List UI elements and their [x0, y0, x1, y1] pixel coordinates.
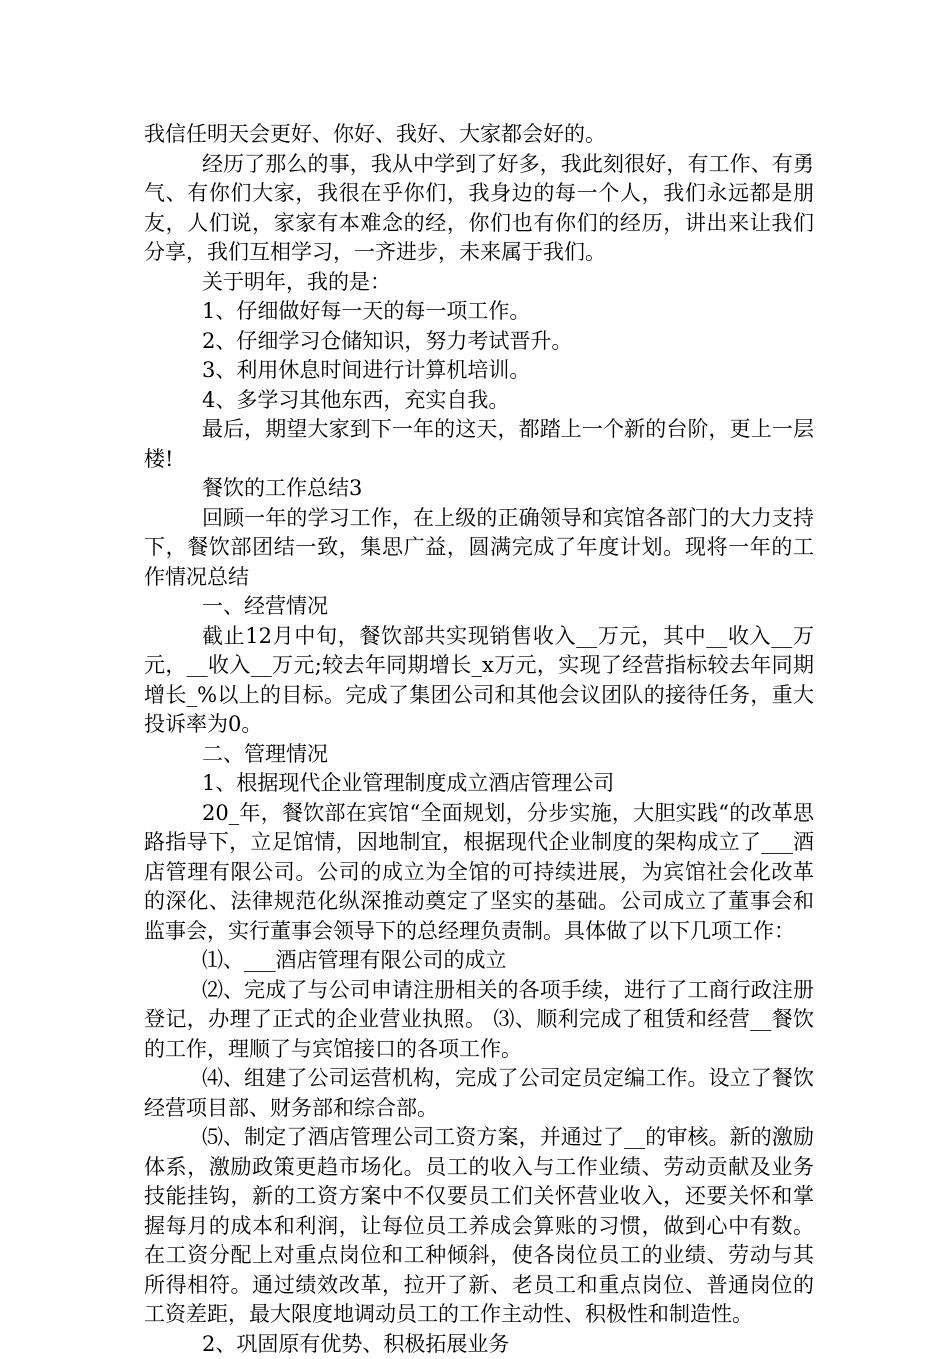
- list-item-work-5: ⑸、制定了酒店管理公司工资方案，并通过了__的审核。新的激励体系，激励政策更趋市场化。员工的收入与工作业绩、劳动贡献及业务技能挂钩，新的工资方案中不仅要员工们关怀营业收入，还要关怀和掌握每月的成本和利润，让每位员工养成会算账的习惯，做到心中有数。在工资分配上对重点岗位和工种倾斜，使各岗位员工的业绩、劳动与其所得相符。通过绩效改革，拉开了新、老员工和重点岗位、普通岗位的工资差距，最大限度地调动员工的工作主动性、积极性和制造性。: [144, 1123, 814, 1330]
- heading-management-situation: 二、管理情况: [144, 740, 814, 770]
- list-item-work-2-3: ⑵、完成了与公司申请注册相关的各项手续，进行了工商行政注册登记，办理了正式的企业营业执照。 ⑶、顺利完成了租赁和经营__餐饮的工作，理顺了与宾馆接口的各项工作。: [144, 976, 814, 1065]
- list-item-plan-3: 3、利用休息时间进行计算机培训。: [144, 356, 814, 386]
- paragraph-review: 回顾一年的学习工作，在上级的正确领导和宾馆各部门的大力支持下，餐饮部团结一致，集思广益，圆满完成了年度计划。现将一年的工作情况总结: [144, 504, 814, 593]
- heading-business-situation: 一、经营情况: [144, 592, 814, 622]
- list-item-work-4: ⑷、组建了公司运营机构，完成了公司定员定编工作。设立了餐饮经营项目部、财务部和综合部。: [144, 1064, 814, 1123]
- section-title-summary-3: 餐饮的工作总结3: [144, 474, 814, 504]
- list-item-plan-4: 4、多学习其他东西，充实自我。: [144, 386, 814, 416]
- document-body: [144, 120, 814, 1359]
- paragraph-continuation: 我信任明天会更好、你好、我好、大家都会好的。: [144, 120, 814, 150]
- paragraph-experience: 经历了那么的事，我从中学到了好多，我此刻很好，有工作、有勇气、有你们大家，我很在乎你们，我身边的每一个人，我们永远都是朋友，人们说，家家有本难念的经，你们也有你们的经历，讲出来让我们分享，我们互相学习，一齐进步，未来属于我们。: [144, 150, 814, 268]
- list-item-plan-2: 2、仔细学习仓储知识，努力考试晋升。: [144, 327, 814, 357]
- paragraph-reform: 20_年，餐饮部在宾馆“全面规划，分步实施，大胆实践“的改革思路指导下，立足馆情，因地制宜，根据现代企业制度的架构成立了___酒店管理有限公司。公司的成立为全馆的可持续进展，为宾馆社会化改革的深化、法律规范化纵深推动奠定了坚实的基础。公司成立了董事会和监事会，实行董事会领导下的总经理负责制。具体做了以下几项工作：: [144, 799, 814, 947]
- list-item-plan-1: 1、仔细做好每一天的每一项工作。: [144, 297, 814, 327]
- list-item-work-1: ⑴、___酒店管理有限公司的成立: [144, 946, 814, 976]
- paragraph-next-year-intro: 关于明年，我的是：: [144, 268, 814, 298]
- subheading-hotel-company: 1、根据现代企业管理制度成立酒店管理公司: [144, 769, 814, 799]
- paragraph-closing: 最后，期望大家到下一年的这天，都踏上一个新的台阶，更上一层楼!: [144, 415, 814, 474]
- subheading-expand-business: 2、巩固原有优势、积极拓展业务: [144, 1330, 814, 1359]
- paragraph-sales: 截止12月中旬，餐饮部共实现销售收入__万元，其中__收入__万元，__收入__万元;较去年同期增长_x万元，实现了经营指标较去年同期增长_%以上的目标。完成了集团公司和其他会议团队的接待任务，重大投诉率为0。: [144, 622, 814, 740]
